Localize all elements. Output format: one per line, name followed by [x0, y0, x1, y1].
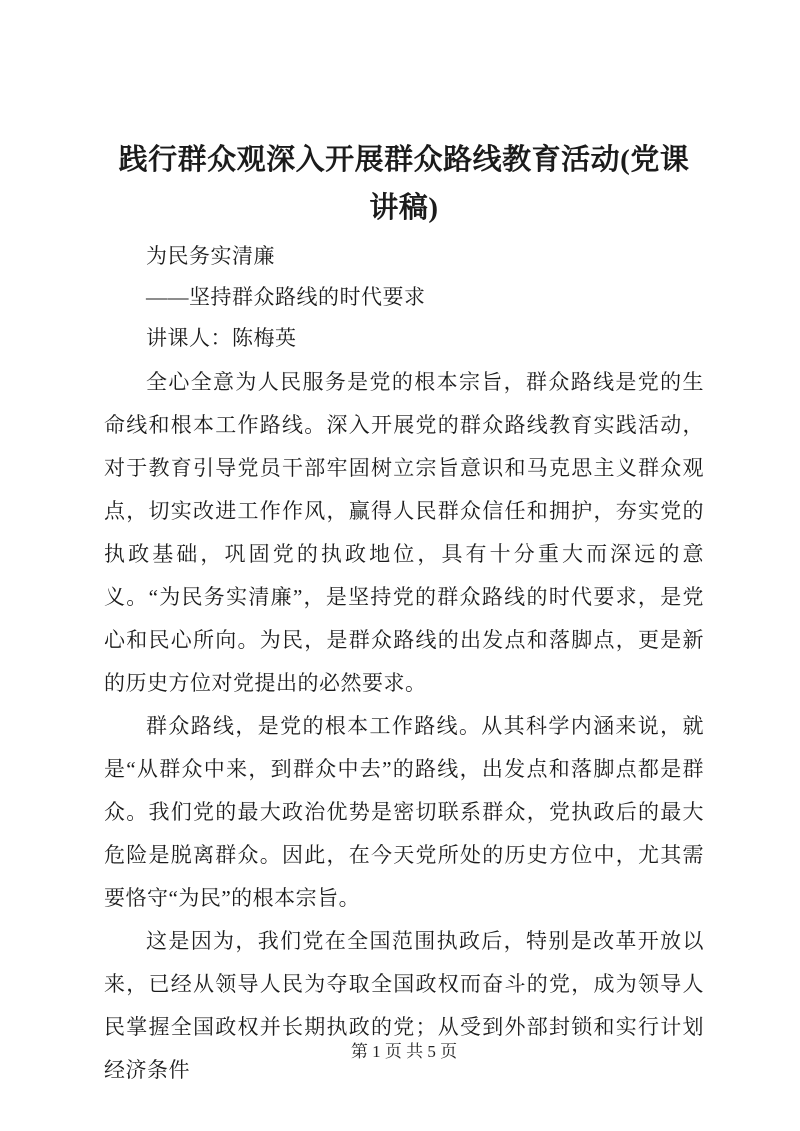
meta-line-lecturer: 讲课人：陈梅英 — [146, 326, 297, 350]
meta-line-slogan: 为民务实清廉 — [146, 244, 275, 268]
footer-page-number: 第 1 页 共 5 页 — [350, 1042, 458, 1061]
page-title: 践行群众观深入开展群众路线教育活动(党课讲稿) — [118, 144, 690, 224]
body-text — [104, 361, 704, 1092]
meta-block — [104, 236, 704, 359]
paragraph: 全心全意为人民服务是党的根本宗旨，群众路线是党的生命线和根本工作路线。深入开展党的群众路线教育实践活动，对于教育引导党员干部牢固树立宗旨意识和马克思主义群众观点，切实改进工作作风，赢得人民群众信任和拥护，夯实党的执政基础，巩固党的执政地位，具有十分重大而深远的意义。“为民务实清廉”，是坚持党的群众路线的时代要求，是党心和民心所向。为民，是群众路线的出发点和落脚点，更是新的历史方位对党提出的必然要求。 — [104, 370, 704, 695]
paragraph: 群众路线，是党的根本工作路线。从其科学内涵来说，就是“从群众中来，到群众中去”的路线，出发点和落脚点都是群众。我们党的最大政治优势是密切联系群众，党执政后的最大危险是脱离群众。因此，在今天党所处的历史方位中，尤其需要恪守“为民”的根本宗旨。 — [104, 714, 704, 910]
meta-line-subtitle: ——坚持群众路线的时代要求 — [146, 285, 426, 309]
paragraph: 这是因为，我们党在全国范围执政后，特别是改革开放以来，已经从领导人民为夺取全国政权而奋斗的党，成为领导人民掌握全国政权并长期执政的党；从受到外部封锁和实行计划经济条件 — [104, 929, 704, 1082]
